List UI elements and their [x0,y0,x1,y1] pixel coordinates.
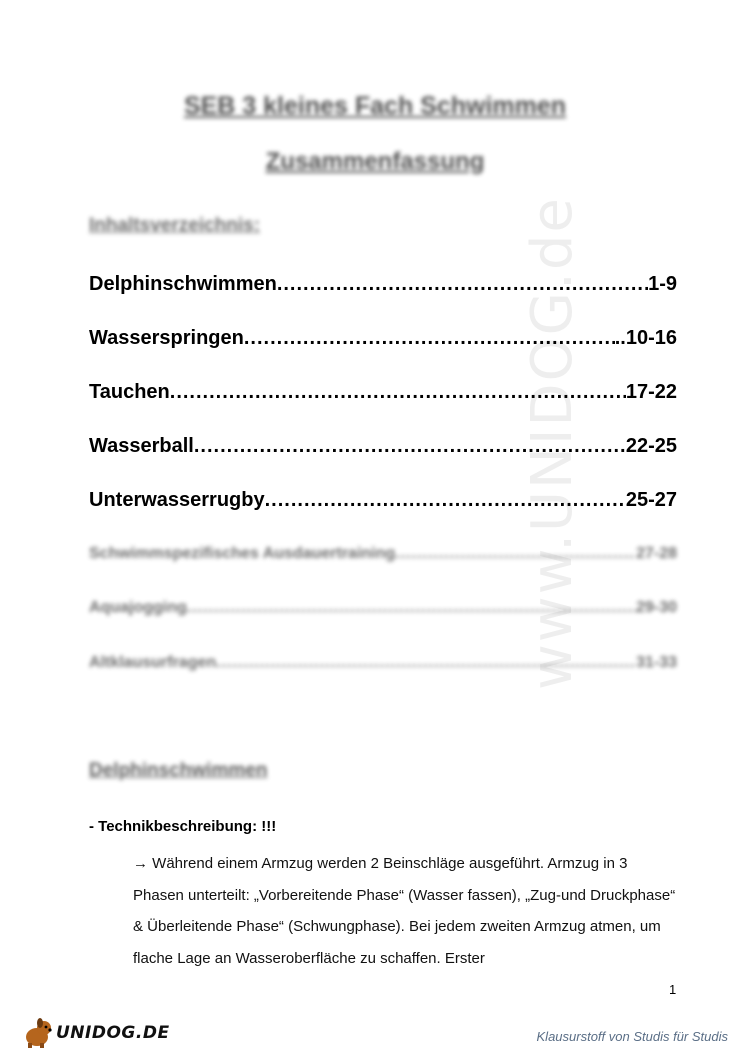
watermark: www.UNIDOG.de [520,196,585,690]
toc-entry-pages: 17-22 [625,381,677,403]
body-paragraph: → Während einem Armzug werden 2 Beinschläge ausgeführt. Armzug in 3 Phasen unterteilt: „Vorbereitende Phase“ (Wasser fassen), „Zug-und Druckphase“ & Überleitende Phase“ (Schwungphase). Bei jedem zweiten Armzug atmen, um flache Lage an Wasseroberfläche zu schaffen. Erster [133,855,676,967]
toc-entry [89,273,677,296]
toc-entry-label: Tauchen [89,381,170,403]
toc-entry [89,545,677,563]
toc-leader-dots [194,435,626,458]
dog-icon [20,1018,54,1048]
document-subtitle: Zusammenfassung [265,148,485,175]
toc-heading: Inhaltsverzeichnis: [89,215,261,236]
section-heading: Delphinschwimmen [89,760,268,781]
document-title: SEB 3 kleines Fach Schwimmen [183,92,567,120]
toc-entry-pages: 22-25 [625,435,677,457]
toc-entry-label: Wasserspringen [89,327,244,349]
sub-heading: - Technikbeschreibung: !!! [89,818,277,835]
toc-entry-label: Unterwasserrugby [89,489,265,511]
logo-text: UNIDOG.DE [56,1023,170,1043]
toc-entry-label: Altklausurfragen [89,654,217,671]
toc-entry-label: Schwimmspezifisches Ausdauertraining [89,545,396,562]
toc-leader-dots [216,654,636,672]
toc-entry-pages: 29-30 [636,599,677,616]
toc-entry-pages: 1-9 [648,273,677,295]
toc-entry [89,327,677,350]
toc-entry-label: Wasserball [89,435,194,457]
unidog-logo [20,1018,170,1048]
toc-entry-pages: ..10-16 [614,327,677,349]
toc-entry-pages: 25-27 [625,489,677,511]
toc-entry [89,435,677,458]
page-number: 1 [669,982,677,997]
toc-entry [89,599,677,617]
toc-leader-dots [244,327,615,350]
toc-entry [89,381,677,404]
toc-entry [89,489,677,512]
toc-entry-label: Delphinschwimmen [89,273,277,295]
toc-entry-pages: 27-28 [636,545,677,562]
toc-leader-dots [170,381,626,404]
toc-entry-pages: 31-33 [636,654,677,671]
toc-leader-dots [265,489,626,512]
toc-leader-dots [395,545,636,563]
toc-leader-dots [187,599,636,617]
footer-tagline: Klausurstoff von Studis für Studis [536,1029,728,1044]
toc-entry [89,654,677,672]
toc-entry-label: Aquajogging [89,599,187,616]
toc-leader-dots [277,273,648,296]
